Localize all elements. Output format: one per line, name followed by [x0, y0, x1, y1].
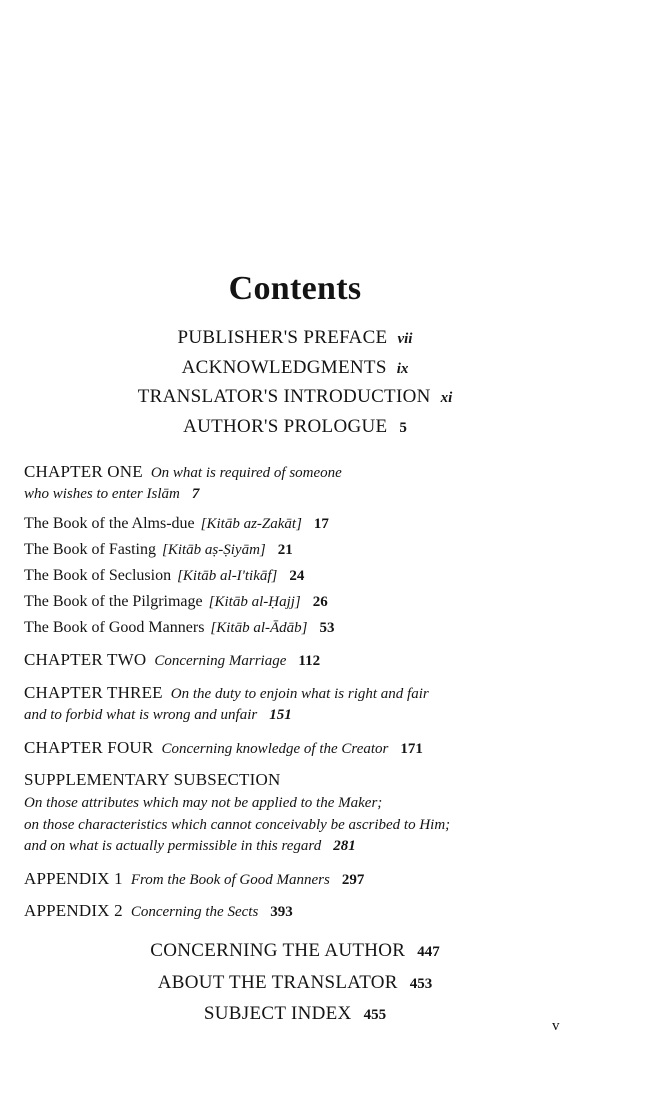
toc-entry-authors-prologue[interactable]: [0, 416, 590, 438]
toc-entry-book-good-manners[interactable]: [24, 619, 335, 637]
toc-entry-book-alms-due[interactable]: [24, 515, 329, 533]
chapter-label: CHAPTER ONE: [24, 462, 143, 481]
toc-entry-book-fasting[interactable]: [24, 541, 293, 559]
book-transliteration: [Kitāb aṣ-Ṣiyām]: [162, 542, 266, 558]
page-title: Contents: [228, 270, 362, 307]
entry-page: 21: [277, 542, 293, 558]
page-number: v: [552, 1018, 560, 1034]
section-label: SUPPLEMENTARY SUBSECTION: [24, 770, 281, 789]
entry-label: CONCERNING THE AUTHOR: [150, 940, 406, 961]
book-transliteration: [Kitāb az-Zakāt]: [200, 516, 302, 532]
toc-entry-about-the-translator[interactable]: [0, 972, 590, 994]
toc-entry-translators-introduction[interactable]: [0, 386, 590, 408]
entry-label: ACKNOWLEDGMENTS: [181, 357, 387, 378]
chapter-label: CHAPTER FOUR: [24, 738, 154, 757]
toc-entry-appendix-1[interactable]: [24, 869, 364, 889]
book-transliteration: [Kitāb al-Ādāb]: [210, 620, 308, 636]
entry-label: SUBJECT INDEX: [203, 1003, 352, 1024]
entry-page: 24: [289, 568, 305, 584]
entry-page: 7: [191, 486, 200, 502]
book-name: The Book of Good Manners: [24, 619, 205, 636]
toc-entry-chapter-three[interactable]: [24, 683, 429, 703]
toc-entry-appendix-2[interactable]: [24, 901, 293, 921]
toc-entry-book-pilgrimage[interactable]: [24, 593, 328, 611]
entry-page: 17: [313, 516, 329, 532]
entry-page: 455: [363, 1007, 387, 1023]
supplementary-line1: On those attributes which may not be applied to the Maker;: [24, 795, 383, 811]
chapter-description: On the duty to enjoin what is right and fair: [170, 686, 429, 702]
entry-label: AUTHOR'S PROLOGUE: [183, 416, 388, 437]
toc-entry-chapter-one[interactable]: [24, 462, 342, 482]
toc-entry-acknowledgments[interactable]: [0, 357, 590, 379]
toc-entry-chapter-two[interactable]: [24, 650, 320, 670]
chapter-label: CHAPTER THREE: [24, 683, 163, 702]
entry-page: ix: [396, 361, 409, 377]
book-transliteration: [Kitāb al-Ḥajj]: [208, 594, 301, 610]
entry-label: PUBLISHER'S PREFACE: [177, 327, 388, 348]
entry-label: ABOUT THE TRANSLATOR: [157, 972, 398, 993]
entry-page: 393: [270, 904, 293, 920]
book-name: The Book of Fasting: [24, 541, 156, 558]
chapter-description: Concerning knowledge of the Creator: [161, 741, 389, 757]
entry-page: vii: [397, 331, 413, 347]
entry-page: 297: [341, 872, 365, 888]
book-name: The Book of the Alms-due: [24, 515, 195, 532]
entry-page: 171: [400, 741, 423, 757]
entry-page: 112: [298, 653, 321, 669]
appendix-description: From the Book of Good Manners: [130, 872, 330, 888]
chapter-description: Concerning Marriage: [154, 653, 287, 669]
chapter-three-line2: [24, 707, 292, 724]
toc-entry-publishers-preface[interactable]: [0, 327, 590, 349]
book-name: The Book of Seclusion: [24, 567, 172, 584]
supplementary-line3: and on what is actually permissible in this regard: [24, 838, 322, 854]
entry-label: TRANSLATOR'S INTRODUCTION: [137, 386, 431, 407]
entry-page: 151: [269, 707, 292, 723]
entry-page: 26: [312, 594, 328, 610]
entry-page: xi: [440, 390, 453, 406]
appendix-label: APPENDIX 1: [24, 869, 123, 888]
entry-page: 453: [409, 976, 433, 992]
appendix-label: APPENDIX 2: [24, 901, 123, 920]
entry-page: 5: [399, 420, 407, 436]
toc-entry-subject-index[interactable]: [0, 1003, 590, 1025]
book-transliteration: [Kitāb al-I'tikāf]: [177, 568, 278, 584]
entry-page: 447: [417, 944, 440, 960]
chapter-description-cont: who wishes to enter Islām: [24, 486, 180, 502]
supplementary-line3-row: [24, 838, 356, 855]
toc-entry-concerning-the-author[interactable]: [0, 940, 590, 962]
toc-entry-chapter-four[interactable]: [24, 738, 423, 758]
chapter-description-cont: and to forbid what is wrong and unfair: [24, 707, 258, 723]
supplementary-line2: on those characteristics which cannot conceivably be ascribed to Him;: [24, 817, 451, 833]
entry-page: 53: [319, 620, 335, 636]
toc-entry-supplementary-subsection[interactable]: [24, 770, 280, 790]
entry-page: 281: [333, 838, 356, 854]
chapter-one-line2: [24, 486, 199, 503]
appendix-description: Concerning the Sects: [130, 904, 259, 920]
book-name: The Book of the Pilgrimage: [24, 593, 203, 610]
chapter-description: On what is required of someone: [150, 465, 342, 481]
toc-entry-book-seclusion[interactable]: [24, 567, 304, 585]
chapter-label: CHAPTER TWO: [24, 650, 147, 669]
